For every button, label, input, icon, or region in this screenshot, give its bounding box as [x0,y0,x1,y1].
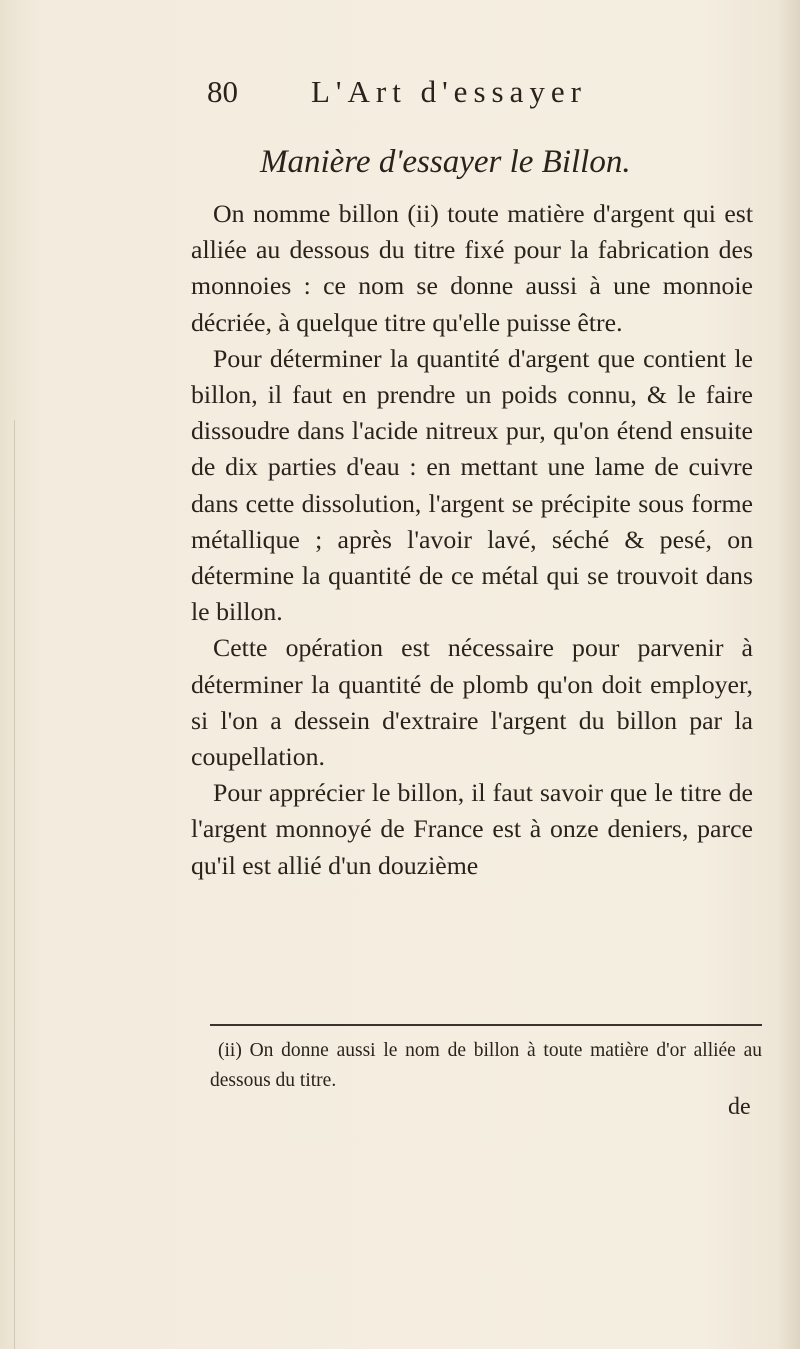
section-title: Manière d'essayer le Billon. [260,144,631,180]
catchword: de [728,1094,751,1120]
running-title: L'Art d'essayer [311,74,587,109]
footnote-rule [210,1024,762,1026]
paragraph: Pour déterminer la quantité d'argent que contient le billon, il faut en prendre un poids connu, & le faire dissoudre dans l'acide nitreux pur, qu'on étend ensuite de dix parties d'eau : en mettant une lame de cuivre dans cette dissolution, l'argent se précipite sous forme métallique ; après l'avoir lavé, séché & pesé, on détermine la quantité de ce métal qui se trouvoit dans le billon. [191,343,753,627]
page-edge-shadow [778,0,800,1349]
binding-margin [0,420,15,1349]
paragraph: On nomme billon (ii) toute matière d'argent qui est alliée au dessous du titre fixé pour la fabrication des monnoies : ce nom se donne aussi à une monnoie décriée, à quelque titre qu'elle puisse être. [191,199,753,337]
paragraph: Cette opération est nécessaire pour parvenir à déterminer la quantité de plomb qu'on doit employer, si l'on a dessein d'extraire l'argent du billon par la coupellation. [191,633,753,772]
footnote-text: (ii) On donne aussi le nom de billon à toute matière d'or alliée au dessous du titre. [210,1040,762,1091]
page-header [207,72,687,112]
page-number: 80 [207,74,238,109]
footnote [210,1036,762,1096]
body-text [191,196,753,884]
paragraph: Pour apprécier le billon, il faut savoir que le titre de l'argent monnoyé de France est à onze deniers, parce qu'il est allié d'un douzième [191,778,753,880]
